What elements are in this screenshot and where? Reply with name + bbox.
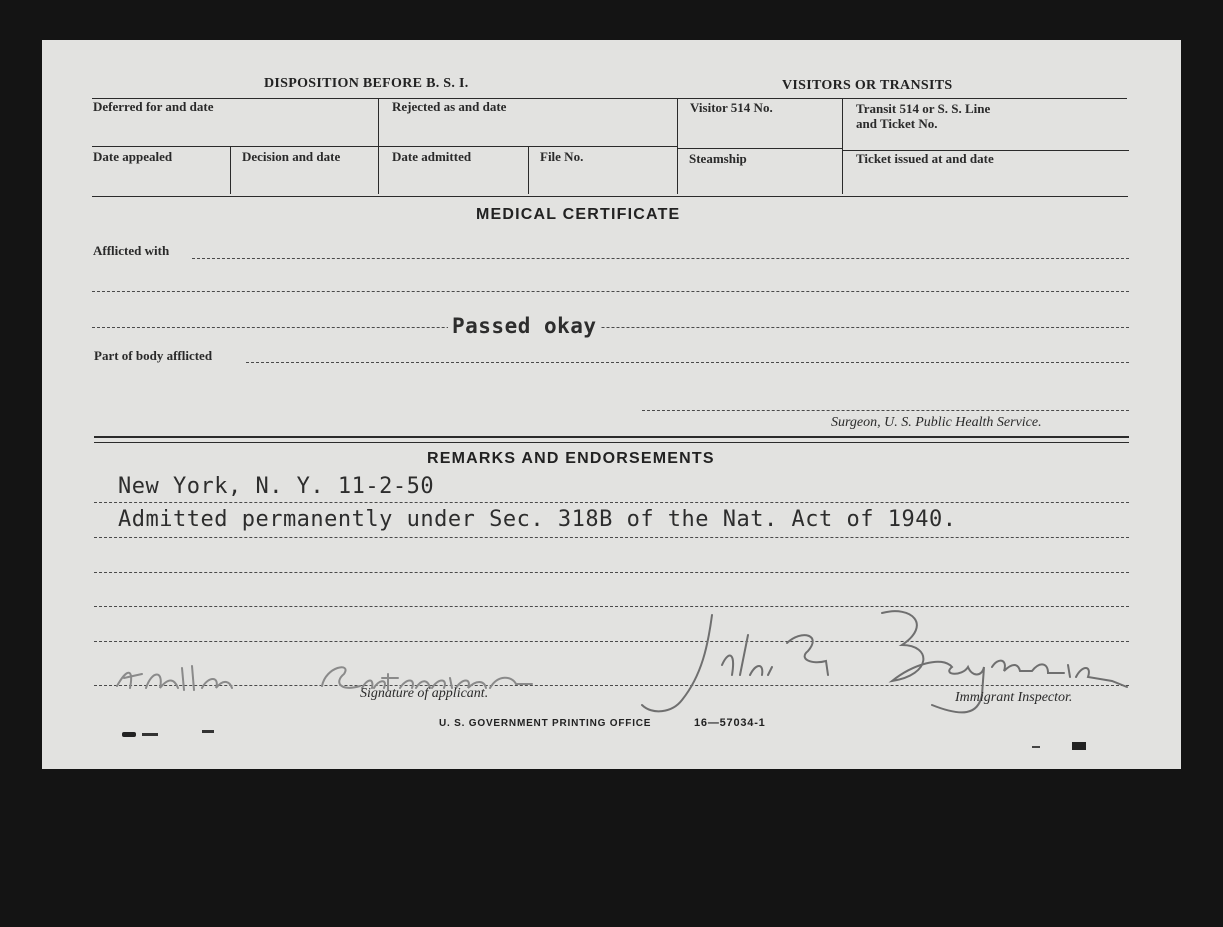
transit-label-1: Transit 514 or S. S. Line [856, 101, 991, 116]
surgeon-label: Surgeon, U. S. Public Health Service. [831, 415, 1042, 430]
deferred-label: Deferred for and date [93, 99, 214, 114]
body-part-line [246, 362, 1129, 363]
ink-mark [1032, 746, 1040, 748]
afflicted-line-1 [192, 258, 1129, 259]
steamship-label: Steamship [689, 151, 747, 166]
ink-mark [1072, 742, 1086, 750]
date-admitted-label: Date admitted [392, 149, 472, 164]
afflicted-line-3 [92, 327, 1129, 328]
ink-mark [202, 730, 214, 733]
remarks-line-2: Admitted permanently under Sec. 318B of the Nat. Act of 1940. [118, 507, 957, 532]
afflicted-with-label: Afflicted with [93, 243, 170, 258]
afflicted-line-2 [92, 291, 1129, 292]
double-rule-bottom [94, 442, 1129, 443]
ticket-issued-label: Ticket issued at and date [856, 151, 994, 166]
remarks-line-1: New York, N. Y. 11-2-50 [118, 474, 435, 499]
ink-mark [142, 733, 158, 736]
form-number: 16—57034-1 [694, 717, 766, 729]
remarks-rule-1 [94, 502, 1129, 503]
top-rule [92, 98, 1127, 99]
double-rule-top [94, 436, 1129, 438]
visitors-title: VISITORS OR TRANSITS [782, 78, 953, 93]
remarks-rule-2 [94, 537, 1129, 538]
mid-rule-center [677, 148, 843, 149]
divider-v5 [528, 146, 529, 194]
remarks-rule-3 [94, 572, 1129, 573]
disposition-title: DISPOSITION BEFORE B. S. I. [264, 76, 469, 91]
visitor-514-label: Visitor 514 No. [690, 100, 773, 115]
body-part-label: Part of body afflicted [94, 348, 213, 363]
surgeon-sig-line [642, 410, 1129, 411]
divider-v4 [230, 146, 231, 194]
remarks-title: REMARKS AND ENDORSEMENTS [427, 450, 715, 467]
passed-okay-stamp: Passed okay [448, 314, 601, 338]
inspector-signature-label: Immigrant Inspector. [955, 690, 1073, 705]
transit-label-2: and Ticket No. [856, 116, 938, 131]
ink-mark [122, 732, 136, 737]
rejected-label: Rejected as and date [392, 99, 507, 114]
divider-v3 [842, 98, 843, 194]
date-appealed-label: Date appealed [93, 149, 173, 164]
printer-imprint: U. S. GOVERNMENT PRINTING OFFICE [439, 718, 652, 729]
medical-certificate-title: MEDICAL CERTIFICATE [476, 206, 681, 223]
mid-rule-left [92, 146, 678, 147]
inspector-signature-image [612, 605, 1132, 725]
applicant-signature-label: Signature of applicant. [360, 686, 489, 701]
immigration-card [42, 40, 1181, 769]
file-no-label: File No. [540, 149, 584, 164]
bottom-rule [92, 196, 1128, 197]
decision-label: Decision and date [242, 149, 341, 164]
